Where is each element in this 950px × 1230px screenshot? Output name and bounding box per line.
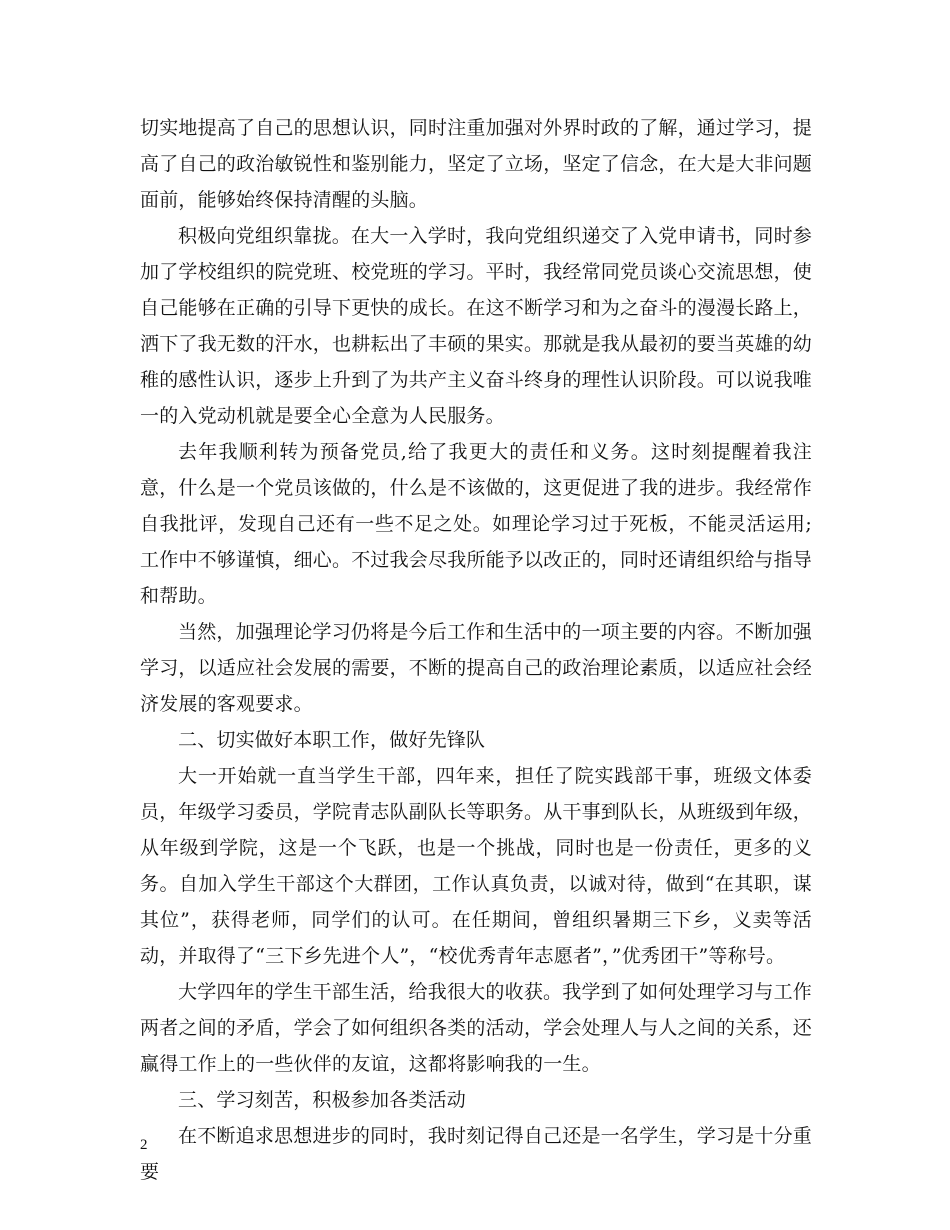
page-number: 2 bbox=[140, 1137, 148, 1153]
paragraph-student-cadre: 大一开始就一直当学生干部，四年来，担任了院实践部干事，班级文体委员，年级学习委员，学院青志队副队长等职务。从干事到队长，从班级到年级，从年级到学院，这是一个飞跃，也是一个挑战，同时也是一份责任，更多的义务。自加入学生干部这个大群团，工作认真负责，以诚对待，做到“在其职，谋其位”，获得老师，同学们的认可。在任期间，曾组织暑期三下乡，义卖等活动，并取得了“三下乡先进个人”，“校优秀青年志愿者”，”优秀团干”等称号。 bbox=[140, 765, 813, 967]
document-body bbox=[140, 110, 812, 1190]
paragraph-continuation: 切实地提高了自己的思想认识，同时注重加强对外界时政的了解，通过学习，提高了自己的政治敏锐性和鉴别能力，坚定了立场，坚定了信念，在大是大非问题面前，能够始终保持清醒的头脑。 bbox=[140, 117, 813, 211]
section-heading-2: 二、切实做好本职工作，做好先锋队 bbox=[178, 729, 486, 751]
paragraph-party-approach: 积极向党组织靠拢。在大一入学时，我向党组织递交了入党申请书，同时参加了学校组织的院党班、校党班的学习。平时，我经常同党员谈心交流思想，使自己能够在正确的引导下更快的成长。在这不断学习和为之奋斗的漫漫长路上，洒下了我无数的汗水，也耕耘出了丰硕的果实。那就是我从最初的要当英雄的幼稚的感性认识，逐步上升到了为共产主义奋斗终身的理性认识阶段。可以说我唯一的入党动机就是要全心全意为人民服务。 bbox=[140, 225, 813, 427]
paragraph-probationary-member: 去年我顺利转为预备党员,给了我更大的责任和义务。这时刻提醒着我注意，什么是一个党员该做的，什么是不该做的，这更促进了我的进步。我经常作自我批评，发现自己还有一些不足之处。如理论学习过于死板，不能灵活运用;工作中不够谨慎，细心。不过我会尽我所能予以改正的，同时还请组织给与指导和帮助。 bbox=[140, 441, 813, 607]
paragraph-study-start: 在不断追求思想进步的同时，我时刻记得自己还是一名学生，学习是十分重要 bbox=[140, 1125, 812, 1183]
section-heading-3: 三、学习刻苦，积极参加各类活动 bbox=[178, 1089, 467, 1111]
paragraph-theory-study: 当然，加强理论学习仍将是今后工作和生活中的一项主要的内容。不断加强学习，以适应社会发展的需要，不断的提高自己的政治理论素质，以适应社会经济发展的客观要求。 bbox=[140, 621, 813, 715]
paragraph-cadre-gains: 大学四年的学生干部生活，给我很大的收获。我学到了如何处理学习与工作两者之间的矛盾，学会了如何组织各类的活动，学会处理人与人之间的关系，还赢得工作上的一些伙伴的友谊，这都将影响我的一生。 bbox=[140, 981, 813, 1075]
